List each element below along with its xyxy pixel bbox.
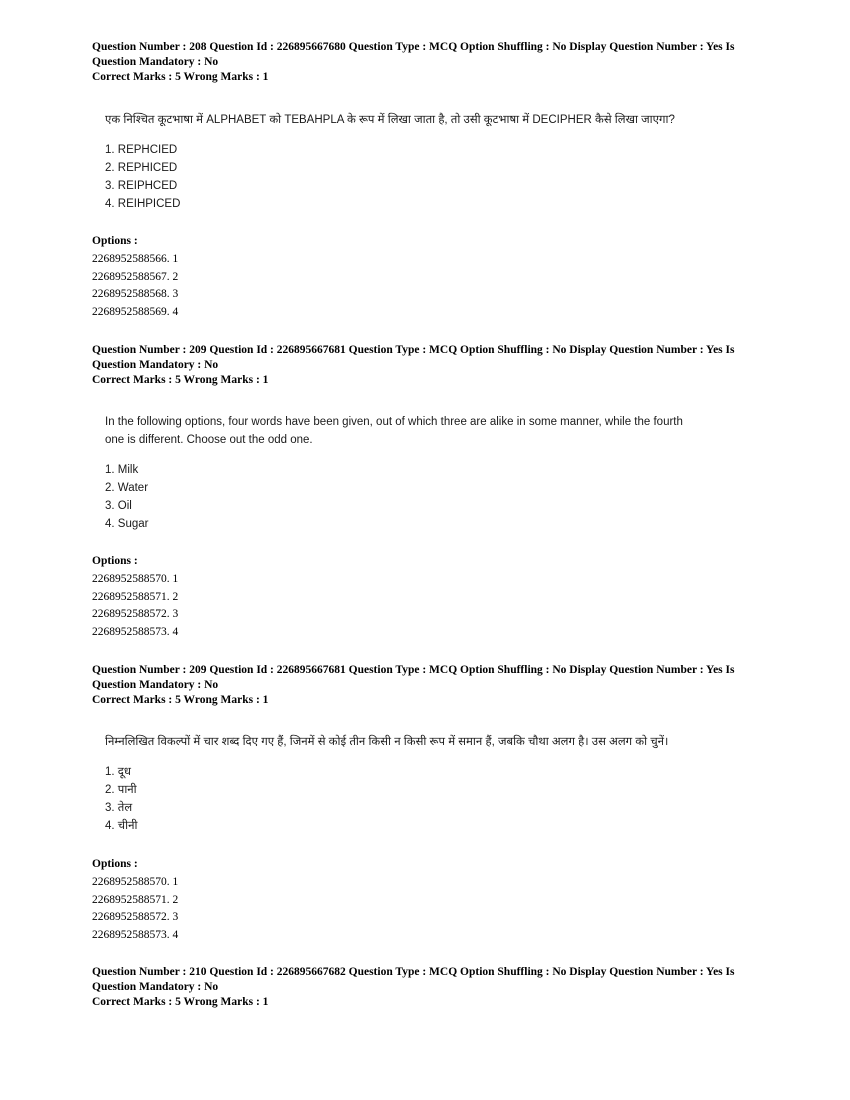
option-id: 2268952588573. 4 [92, 929, 179, 942]
question-text [92, 111, 785, 129]
question-text-line: one is different. Choose out the odd one. [105, 434, 313, 446]
question-header-209 [92, 343, 772, 388]
option-id: 2268952588570. 1 [92, 875, 179, 888]
options-label: Options : [92, 555, 138, 567]
options-label: Options : [92, 858, 138, 870]
question-text-line: एक निश्चित कूटभाषा में ALPHABET को TEBAHPLA के रूप में लिखा जाता है, तो उसी कूटभाषा में DECIPHER कैसे लिखा जाएगा? [105, 114, 675, 126]
option-id: 2268952588568. 3 [92, 288, 179, 301]
question-marks: Correct Marks : 5 Wrong Marks : 1 [92, 374, 269, 386]
answer-choices [105, 141, 180, 213]
options-label: Options : [92, 235, 138, 247]
answer-choices [105, 461, 148, 533]
question-text [92, 733, 785, 751]
option-id: 2268952588572. 3 [92, 911, 179, 924]
answer-choice: 3. REIPHCED [105, 180, 178, 192]
question-mandatory: Question Mandatory : No [92, 678, 219, 691]
question-text-line: In the following options, four words have been given, out of which three are alike in some manner, while the fourth [105, 416, 683, 428]
question-mandatory: Question Mandatory : No [92, 358, 219, 371]
answer-choice: 1. REPHCIED [105, 144, 178, 156]
option-id: 2268952588573. 4 [92, 626, 179, 639]
question-mandatory: Question Mandatory : No [92, 55, 219, 68]
answer-choice: 2. पानी [105, 784, 137, 796]
question-marks: Correct Marks : 5 Wrong Marks : 1 [92, 71, 269, 83]
answer-choice: 3. Oil [105, 500, 132, 512]
question-header-209-hindi [92, 663, 772, 708]
question-text [92, 413, 785, 449]
option-id: 2268952588566. 1 [92, 252, 179, 265]
answer-choice: 4. Sugar [105, 518, 149, 530]
option-id: 2268952588572. 3 [92, 608, 179, 621]
answer-choice: 2. Water [105, 482, 149, 494]
question-meta-line: Question Number : 209 Question Id : 226895667681 Question Type : MCQ Option Shuffling : No Display Question Number : Yes Is [92, 344, 735, 356]
answer-choice: 4. REIHPICED [105, 198, 181, 210]
question-header-210 [92, 965, 772, 1010]
question-mandatory: Question Mandatory : No [92, 980, 219, 993]
question-meta-line: Question Number : 208 Question Id : 226895667680 Question Type : MCQ Option Shuffling : No Display Question Number : Yes Is [92, 41, 735, 53]
option-id: 2268952588571. 2 [92, 590, 179, 603]
options-list [92, 856, 178, 945]
answer-choices [105, 763, 137, 835]
option-id: 2268952588567. 2 [92, 270, 179, 283]
option-id: 2268952588571. 2 [92, 893, 179, 906]
option-id: 2268952588569. 4 [92, 306, 179, 319]
question-header-208 [92, 40, 772, 85]
options-list [92, 553, 178, 642]
question-meta-line: Question Number : 210 Question Id : 226895667682 Question Type : MCQ Option Shuffling : No Display Question Number : Yes Is [92, 966, 735, 978]
option-id: 2268952588570. 1 [92, 572, 179, 585]
question-meta-line: Question Number : 209 Question Id : 226895667681 Question Type : MCQ Option Shuffling : No Display Question Number : Yes Is [92, 664, 735, 676]
question-marks: Correct Marks : 5 Wrong Marks : 1 [92, 694, 269, 706]
answer-choice: 2. REPHICED [105, 162, 178, 174]
answer-choice: 3. तेल [105, 802, 133, 814]
answer-choice: 4. चीनी [105, 820, 138, 832]
answer-choice: 1. दूध [105, 766, 131, 778]
answer-choice: 1. Milk [105, 464, 139, 476]
question-marks: Correct Marks : 5 Wrong Marks : 1 [92, 996, 269, 1008]
question-text-line: निम्नलिखित विकल्पों में चार शब्द दिए गए हैं, जिनमें से कोई तीन किसी न किसी रूप में समान हैं, जबकि चौथा अलग है। उस अलग को चुनें। [105, 736, 669, 748]
options-list [92, 233, 178, 322]
